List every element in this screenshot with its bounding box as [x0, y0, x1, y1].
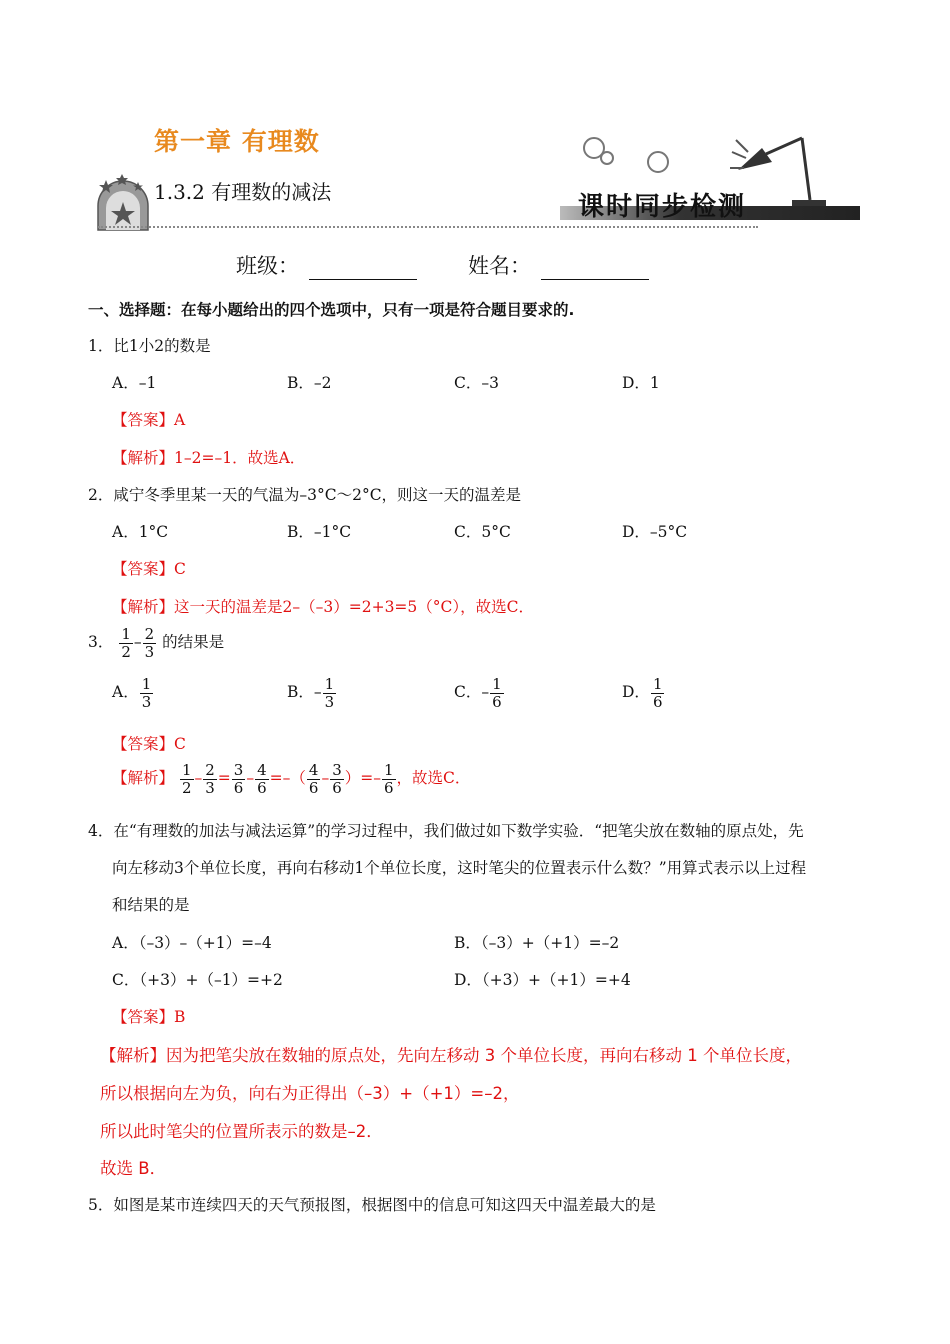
q5-stem: 5．如图是某市连续四天的天气预报图，根据图中的信息可知这四天中温差最大的是	[88, 1196, 656, 1214]
class-label: 班级：	[236, 254, 299, 278]
q4-analysis-line1: 【解析】因为把笔尖放在数轴的原点处，先向左移动 3 个单位长度，再向右移动 1 个单位长度，	[100, 1046, 802, 1065]
name-blank[interactable]	[541, 259, 649, 280]
q3-minus: –	[133, 633, 142, 651]
q3-fraction-a: $\frac{1}{2}$	[121, 625, 131, 661]
q1-analysis	[112, 446, 305, 468]
q1-option-c: C．–3	[454, 374, 499, 392]
q3-option-b: B．– $\frac{1}{3}$	[287, 675, 335, 711]
section-title: 1.3.2 有理数的减法	[154, 180, 332, 204]
header-bubbles-icon	[580, 134, 680, 178]
analysis-label: 【解析】	[112, 769, 175, 787]
name-field	[468, 250, 649, 280]
q4-analysis-line4: 故选 B．	[100, 1159, 167, 1178]
q3-fraction-b: $\frac{2}{3}$	[144, 625, 155, 661]
q4-option-a: A．（–3）–（+1）=–4	[112, 934, 272, 952]
q4-analysis-line2: 所以根据向左为负，向右为正得出（–3）+（+1）=–2，	[100, 1084, 520, 1103]
banner-title: 课时同步检测	[578, 192, 747, 222]
q1-option-a: A．–1	[112, 374, 157, 392]
q2-option-d: D．–5°C	[622, 523, 688, 541]
header-divider	[98, 226, 758, 228]
q4-option-c: C．（+3）+（–1）=+2	[112, 971, 283, 989]
q3-option-d: D． $\frac{1}{6}$	[622, 675, 663, 711]
q1-stem: 1．比1小2的数是	[88, 337, 211, 355]
q2-stem: 2．咸宁冬季里某一天的气温为–3°C～2°C，则这一天的温差是	[88, 486, 522, 504]
q4-stem-line3: 和结果的是	[112, 896, 190, 914]
q1-answer: 【答案】A	[112, 411, 186, 429]
q3-option-a: A． $\frac{1}{3}$	[112, 675, 152, 711]
q4-stem-line2: 向左移动3个单位长度，再向右移动1个单位长度，这时笔尖的位置表示什么数？”用算式表示以上过程	[112, 859, 807, 877]
analysis-text: 这一天的温差是2–（–3）=2+3=5（°C），故选C．	[174, 598, 535, 616]
chapter-title: 第一章 有理数	[154, 127, 320, 156]
q2-option-b: B．–1°C	[287, 523, 352, 541]
analysis-text: 1–2=–1．故选A．	[174, 449, 306, 467]
q3-stem-tail: 的结果是	[162, 633, 225, 651]
q1-option-b: B．–2	[287, 374, 332, 392]
q2-analysis	[112, 595, 534, 617]
analysis-label: 【解析】	[112, 598, 175, 616]
q4-analysis-line3: 所以此时笔尖的位置所表示的数是–2．	[100, 1122, 383, 1141]
header-star-badge-icon	[92, 172, 154, 234]
q3-answer: 【答案】C	[112, 735, 186, 753]
q3-stem	[88, 626, 224, 660]
section-heading: 一、选择题：在每小题给出的四个选项中，只有一项是符合题目要求的.	[88, 301, 575, 319]
q4-option-d: D．（+3）+（+1）=+4	[454, 971, 631, 989]
q3-option-c: C．– $\frac{1}{6}$	[454, 675, 502, 711]
name-label: 姓名：	[468, 254, 531, 278]
class-field	[236, 250, 417, 280]
q1-option-d: D．1	[622, 374, 660, 392]
q4-option-b: B．（–3）+（+1）=–2	[454, 934, 620, 952]
q2-option-c: C．5°C	[454, 523, 511, 541]
q2-option-a: A．1°C	[112, 523, 169, 541]
q4-stem-line1: 4．在“有理数的加法与减法运算”的学习过程中，我们做过如下数学实验．“把笔尖放在数轴的原点处，先	[88, 822, 804, 840]
analysis-label: 【解析】	[112, 449, 175, 467]
q3-number: 3．	[88, 633, 114, 651]
q4-answer: 【答案】B	[112, 1008, 186, 1026]
class-blank[interactable]	[309, 259, 417, 280]
q3-analysis: 【解析】 $\frac{1}{2}$ – $\frac{2}{3}$ = $\frac{3}{6}$ – $\frac{4}{6}$ =–（ $\frac{4}{6}$ – $\frac{3}{6}$ ）=– $\frac{1}{6}$ ，故选C．	[112, 761, 471, 797]
q2-answer: 【答案】C	[112, 560, 186, 578]
